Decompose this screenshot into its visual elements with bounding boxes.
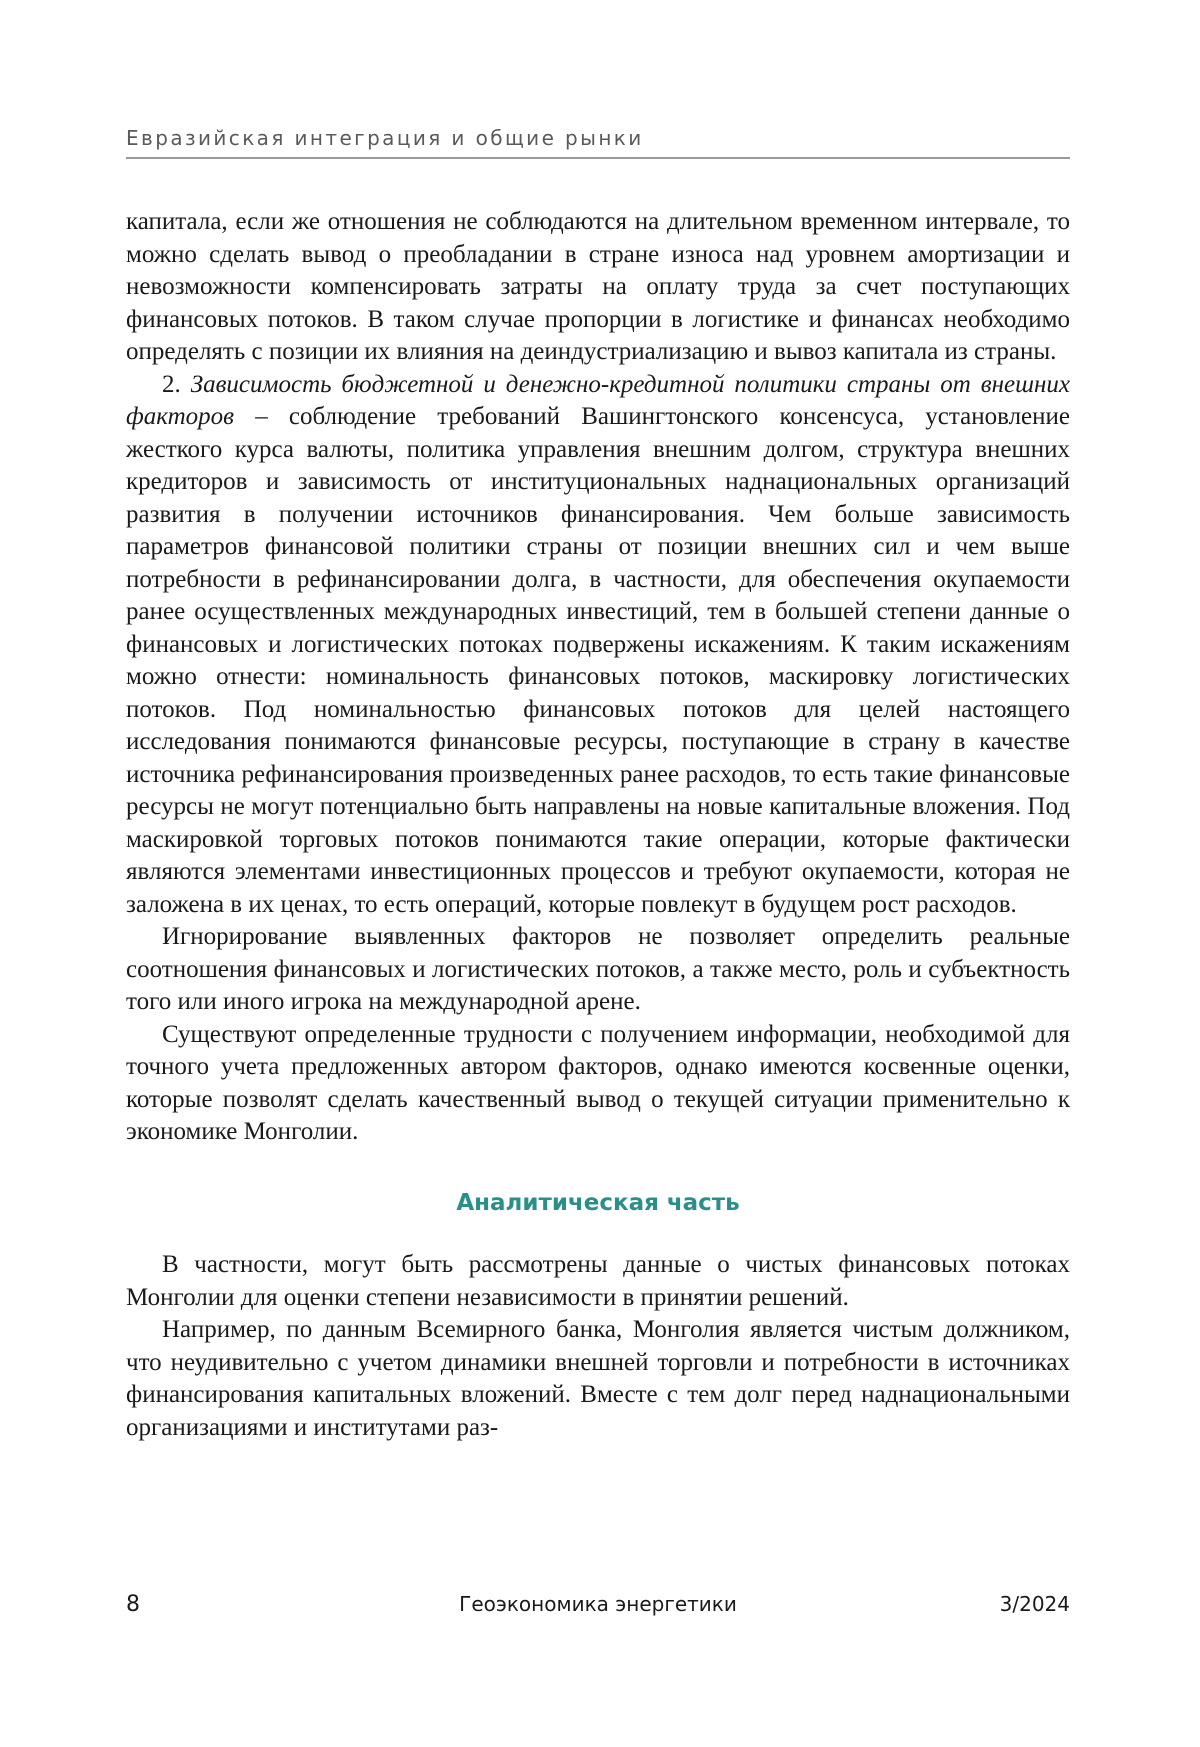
section-heading: Аналитическая часть: [126, 1187, 1070, 1220]
paragraph-6: Например, по данным Всемирного банка, Монголия является чистым должником, что неудивительно с учетом динамики внешней торговли и потребности в источниках финансирования капитальных вложений. Вместе с тем долг перед наднациональными организациями и институтами раз-: [126, 1314, 1070, 1444]
paragraph-3: Игнорирование выявленных факторов не позволяет определить реальные соотношения финансовых и логистических потоков, а также место, роль и субъектность того или иного игрока на международной арене.: [126, 921, 1070, 1019]
issue-number: 3/2024: [1000, 1592, 1070, 1616]
header-rule: [126, 157, 1070, 159]
paragraph-2-text: – соблюдение требований Вашингтонского консенсуса, установление жесткого курса валюты, политика управления внешним долгом, структура внешних кредиторов и зависимость от институциональных наднациональных организаций развития в получении источников финансирования. Чем больше зависимость параметров финансовой политики страны от позиции внешних сил и чем выше потребности в рефинансировании долга, в частности, для обеспечения окупаемости ранее осуществленных международных инвестиций, тем в большей степени данные о финансовых и логистических потоках подвержены искажениям. К таким искажениям можно отнести: номинальность финансовых потоков, маскировку логистических потоков. Под номинальностью финансовых потоков для целей настоящего исследования понимаются финансовые ресурсы, поступающие в страну в качестве источника рефинансирования произведенных ранее расходов, то есть такие финансовые ресурсы не могут потенциально быть направлены на новые капитальные вложения. Под маскировкой торговых потоков понимаются такие операции, которые фактически являются элементами инвестиционных процессов и требуют окупаемости, которая не заложена в их ценах, то есть операций, которые повлекут в будущем рост расходов.: [126, 403, 1070, 918]
article-body: [126, 206, 1070, 1444]
paragraph-1: капитала, если же отношения не соблюдаются на длительном временном интервале, то можно сделать вывод о преобладании в стране износа над уровнем амортизации и невозможности компенсировать затраты на оплату труда за счет поступающих финансовых потоков. В таком случае пропорции в логистике и финансах необходимо определять с позиции их влияния на деиндустриализацию и вывоз капитала из страны.: [126, 206, 1070, 369]
paragraph-4: Существуют определенные трудности с получением информации, необходимой для точного учета предложенных автором факторов, однако имеются косвенные оценки, которые позволят сделать качественный вывод о текущей ситуации применительно к экономике Монголии.: [126, 1019, 1070, 1149]
paragraph-5: В частности, могут быть рассмотрены данные о чистых финансовых потоках Монголии для оценки степени независимости в принятии решений.: [126, 1249, 1070, 1314]
page-number: 8: [126, 1592, 140, 1617]
paragraph-2: [126, 369, 1070, 922]
emphasized-term: Зависимость бюджетной и денежно-кредитной политики страны от внешних факторов: [126, 371, 1070, 431]
journal-name: Геоэкономика энергетики: [126, 1592, 1070, 1616]
list-number: 2.: [162, 371, 181, 398]
running-title: Евразийская интеграция и общие рынки: [126, 126, 1070, 150]
